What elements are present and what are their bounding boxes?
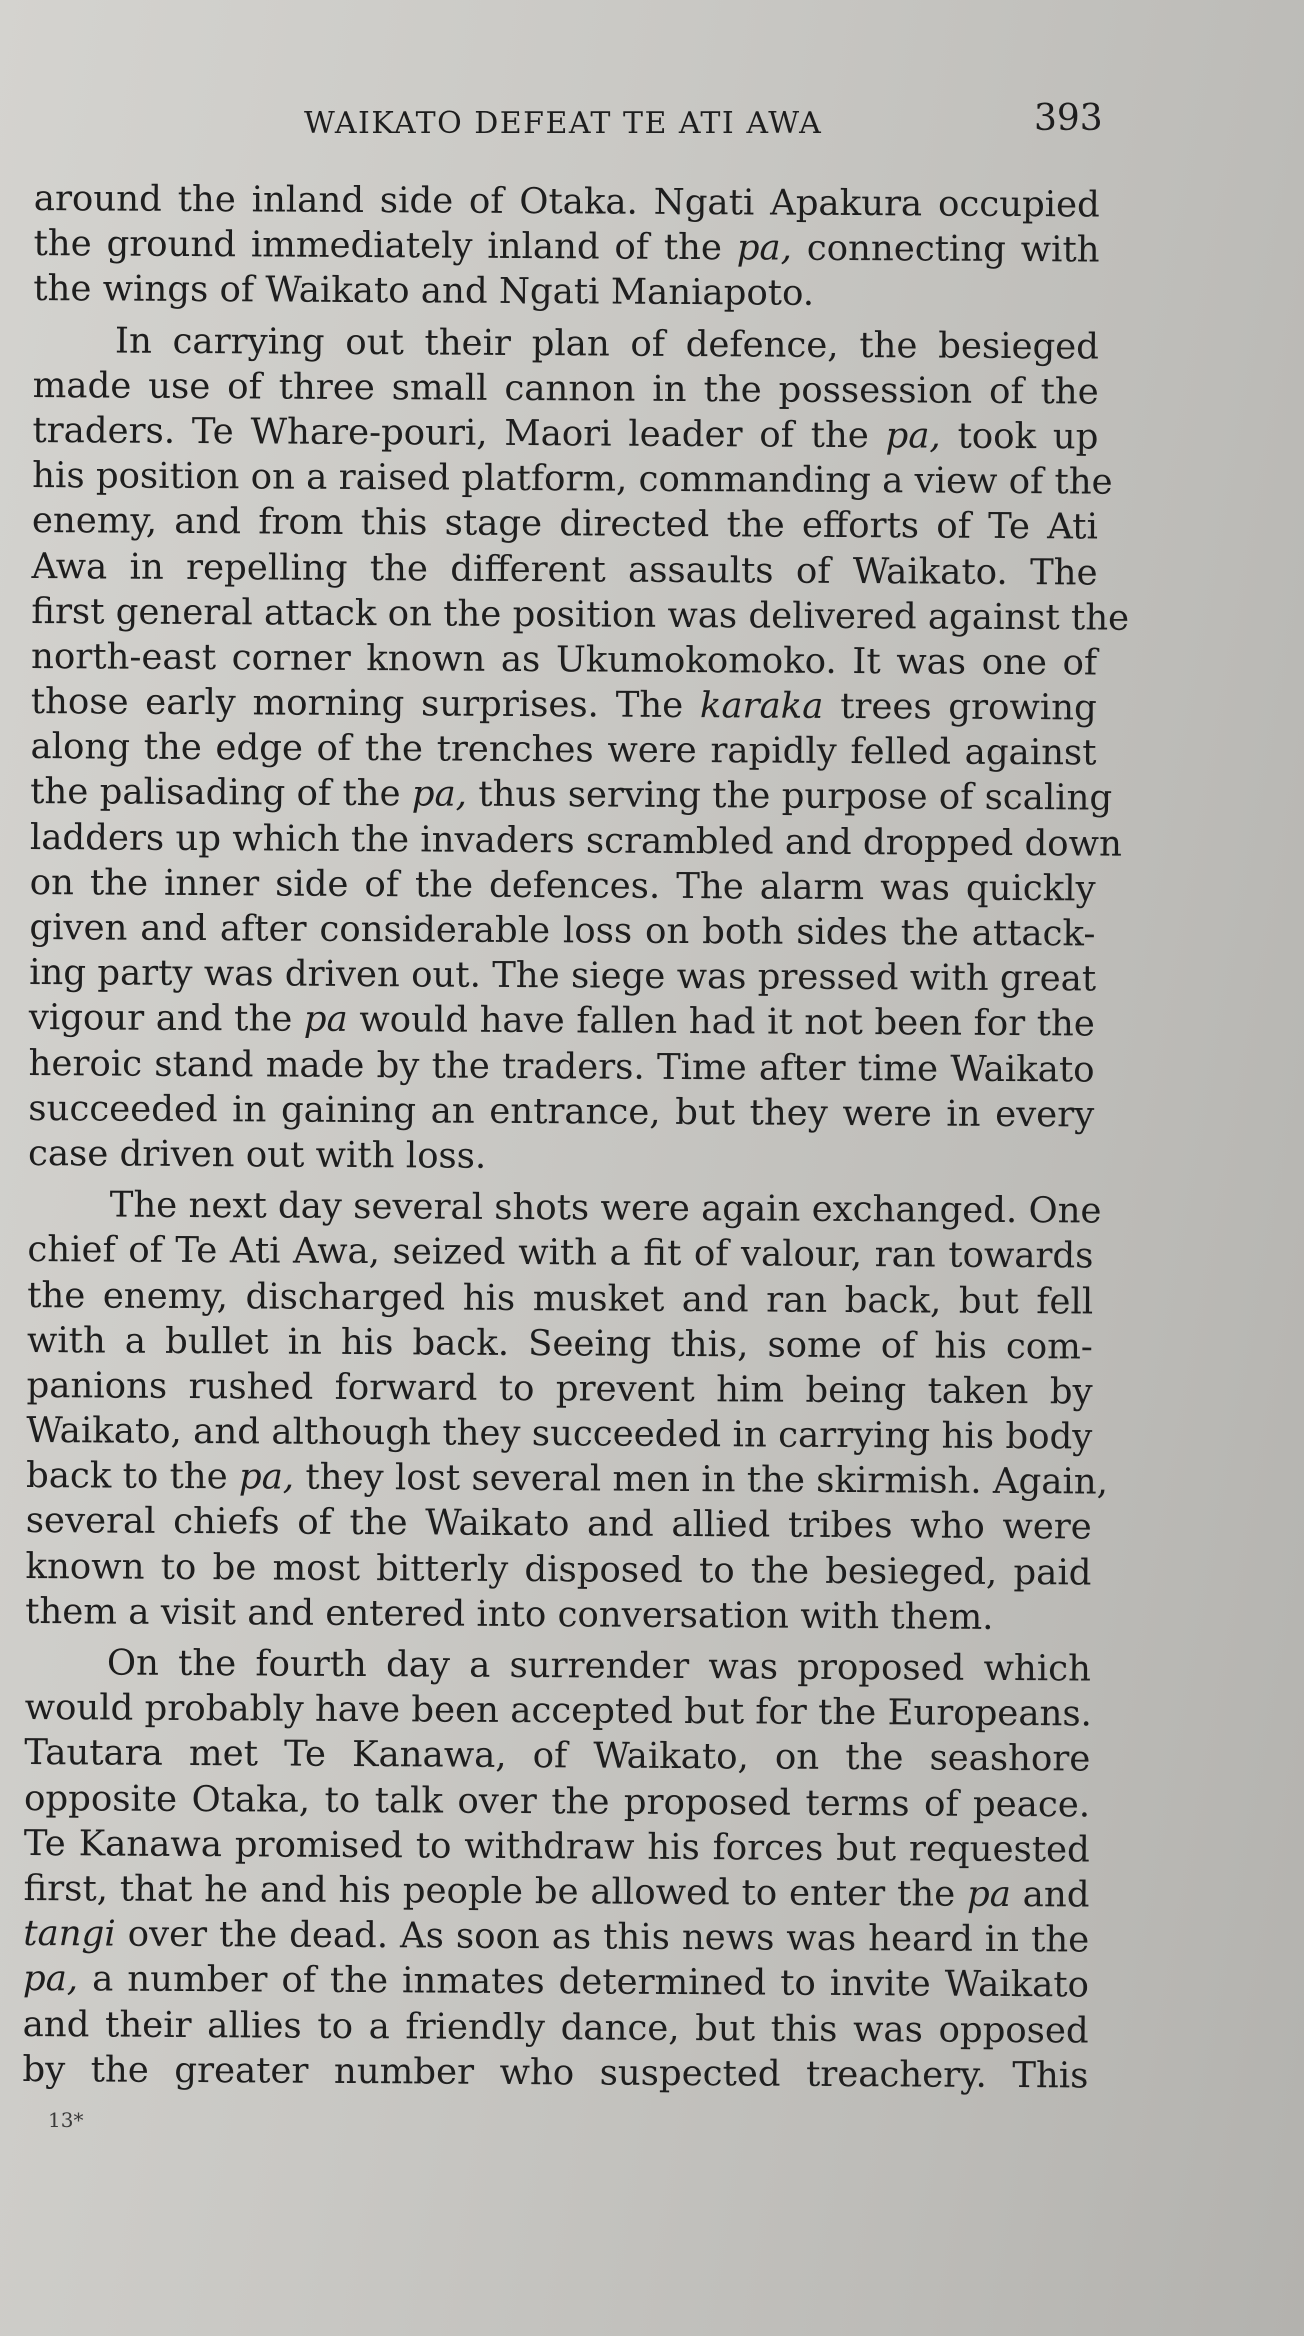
- text-run: panions rushed forward to prevent him being taken by: [26, 1364, 1093, 1413]
- page-number: 393: [1034, 98, 1103, 139]
- text-run: around the inland side of Otaka. Ngati Apakura occupied: [33, 177, 1100, 226]
- text-line: [27, 1227, 1093, 1279]
- text-run: along the edge of the trenches were rapidly felled against: [30, 726, 1097, 774]
- text-run: they lost several men in the skirmish. Again,: [294, 1456, 1109, 1503]
- text-run: back to the: [25, 1455, 240, 1498]
- text-line: [31, 589, 1130, 641]
- text-run: those early morning surprises. The: [30, 681, 701, 727]
- text-run: traders. Te Whare-pouri, Maori leader of the: [32, 409, 886, 457]
- text-run: and their allies to a friendly dance, but this was opposed: [22, 2003, 1089, 2051]
- text-run: enemy, and from this stage directed the efforts of Te Ati: [31, 500, 1098, 548]
- text-line: [32, 408, 1098, 460]
- italic-term: tangi: [23, 1913, 116, 1955]
- text-line: [25, 1453, 1109, 1505]
- text-run: a number of the inmates determined to invite Waikato: [78, 1958, 1090, 2006]
- text-line: [33, 363, 1099, 415]
- text-line: [24, 1776, 1090, 1828]
- text-line: [31, 543, 1097, 595]
- paragraph: [27, 318, 1130, 1183]
- text-run: chief of Te Ati Awa, seized with a fit of valour, ran towards: [27, 1229, 1094, 1277]
- text-line: [29, 995, 1095, 1047]
- text-line: [28, 1086, 1094, 1138]
- text-line: [33, 266, 1099, 318]
- paragraph: [33, 176, 1100, 318]
- italic-term: pa: [966, 1873, 1012, 1915]
- text-run: the ground immediately inland of the: [33, 223, 737, 269]
- text-run: them a visit and entered into conversation with them.: [25, 1590, 994, 1638]
- text-line: [30, 769, 1113, 821]
- text-line: [23, 1866, 1089, 1918]
- text-run: trees growing: [823, 685, 1097, 729]
- text-run: case driven out with loss.: [27, 1132, 487, 1177]
- text-line: [29, 950, 1095, 1002]
- text-run: his position on a raised platform, commanding a view of the: [32, 455, 1113, 503]
- text-line: [34, 176, 1100, 228]
- text-run: several chiefs of the Waikato and allied tribes who were: [25, 1500, 1092, 1548]
- text-line: [26, 1363, 1092, 1415]
- text-run: north-east corner known as Ukumokomoko. It was one of: [30, 635, 1098, 684]
- paragraph: [25, 1182, 1109, 1640]
- text-line: [31, 679, 1097, 731]
- text-run: thus serving the purpose of scaling: [466, 774, 1113, 820]
- text-line: [24, 1821, 1090, 1873]
- text-line: [26, 1498, 1092, 1550]
- running-head: [0, 98, 1304, 146]
- text-line: [28, 1182, 1102, 1234]
- text-line: [29, 815, 1123, 867]
- text-run: On the fourth day a surrender was proposed which: [106, 1642, 1092, 1690]
- text-run: Waikato, and although they succeeded in carrying his body: [26, 1410, 1093, 1458]
- text-line: [30, 724, 1096, 776]
- text-line: [30, 860, 1096, 912]
- body-text: [22, 176, 1130, 2098]
- text-line: [26, 1408, 1092, 1460]
- text-line: [29, 905, 1095, 957]
- text-line: [23, 2001, 1089, 2053]
- text-run: Te Kanawa promised to withdraw his forces but requested: [23, 1822, 1090, 1871]
- text-run: over the dead. As soon as this news was heard in the: [115, 1913, 1090, 1961]
- text-line: [33, 318, 1099, 370]
- text-run: opposite Otaka, to talk over the proposed terms of peace.: [23, 1777, 1091, 1826]
- text-line: [33, 221, 1099, 273]
- text-run: first, that he and his people be allowed to enter the: [23, 1867, 968, 1915]
- running-title: WAIKATO DEFEAT TE ATI AWA: [304, 106, 823, 141]
- text-line: [31, 634, 1097, 686]
- text-run: the wings of Waikato and Ngati Maniapoto.: [33, 268, 815, 315]
- text-run: known to be most bitterly disposed to the besieged, paid: [25, 1545, 1092, 1594]
- text-run: vigour and the: [28, 997, 304, 1041]
- text-line: [32, 498, 1098, 550]
- text-run: connecting with: [791, 227, 1100, 271]
- signature-mark: 13*: [48, 2108, 84, 2132]
- text-run: In carrying out their plan of defence, the besieged: [114, 320, 1100, 368]
- text-line: [22, 2047, 1088, 2099]
- italic-term: karaka: [699, 685, 824, 727]
- text-line: [25, 1544, 1091, 1596]
- text-run: by the greater number who suspected treachery. This: [22, 2048, 1089, 2097]
- text-run: took up: [940, 415, 1099, 458]
- text-line: [25, 1589, 1091, 1641]
- text-run: Tautara met Te Kanawa, of Waikato, on the seashore: [24, 1732, 1091, 1780]
- text-line: [27, 1318, 1093, 1370]
- text-line: [27, 1272, 1093, 1324]
- text-run: made use of three small cannon in the possession of the: [32, 364, 1099, 413]
- text-run: succeeded in gaining an entrance, but they were in every: [28, 1087, 1095, 1136]
- text-run: first general attack on the position was delivered against the: [31, 590, 1130, 639]
- italic-term: pa,: [885, 415, 941, 457]
- text-run: Awa in repelling the different assaults of Waikato. The: [31, 545, 1098, 594]
- text-run: with a bullet in his back. Seeing this, some of his com-: [26, 1319, 1093, 1368]
- italic-term: pa,: [238, 1456, 295, 1498]
- text-run: and: [1010, 1873, 1090, 1916]
- italic-term: pa,: [736, 227, 793, 269]
- text-run: would probably have been accepted but for the Europeans.: [24, 1687, 1093, 1735]
- text-run: The next day several shots were again exchanged. One: [109, 1184, 1102, 1232]
- text-line: [24, 1730, 1090, 1782]
- text-run: given and after considerable loss on both sides the attack-: [29, 906, 1096, 955]
- italic-term: pa: [303, 999, 348, 1041]
- text-run: the palisading of the: [30, 771, 412, 815]
- text-run: would have fallen had it not been for the: [347, 999, 1095, 1045]
- text-line: [23, 1956, 1089, 2008]
- text-run: the enemy, discharged his musket and ran back, but fell: [27, 1274, 1094, 1322]
- text-run: ladders up which the invaders scrambled and dropped down: [29, 816, 1123, 865]
- text-line: [23, 1911, 1089, 1963]
- text-line: [28, 1041, 1094, 1093]
- text-line: [25, 1685, 1091, 1737]
- italic-term: pa,: [411, 773, 468, 816]
- italic-term: pa,: [22, 1958, 79, 2000]
- text-line: [32, 453, 1113, 505]
- text-line: [28, 1131, 1094, 1183]
- text-run: ing party was driven out. The siege was pressed with great: [29, 952, 1097, 1000]
- paragraph: [22, 1640, 1091, 2098]
- text-line: [25, 1640, 1091, 1692]
- text-run: on the inner side of the defences. The alarm was quickly: [29, 861, 1096, 910]
- text-run: heroic stand made by the traders. Time after time Waikato: [28, 1042, 1095, 1091]
